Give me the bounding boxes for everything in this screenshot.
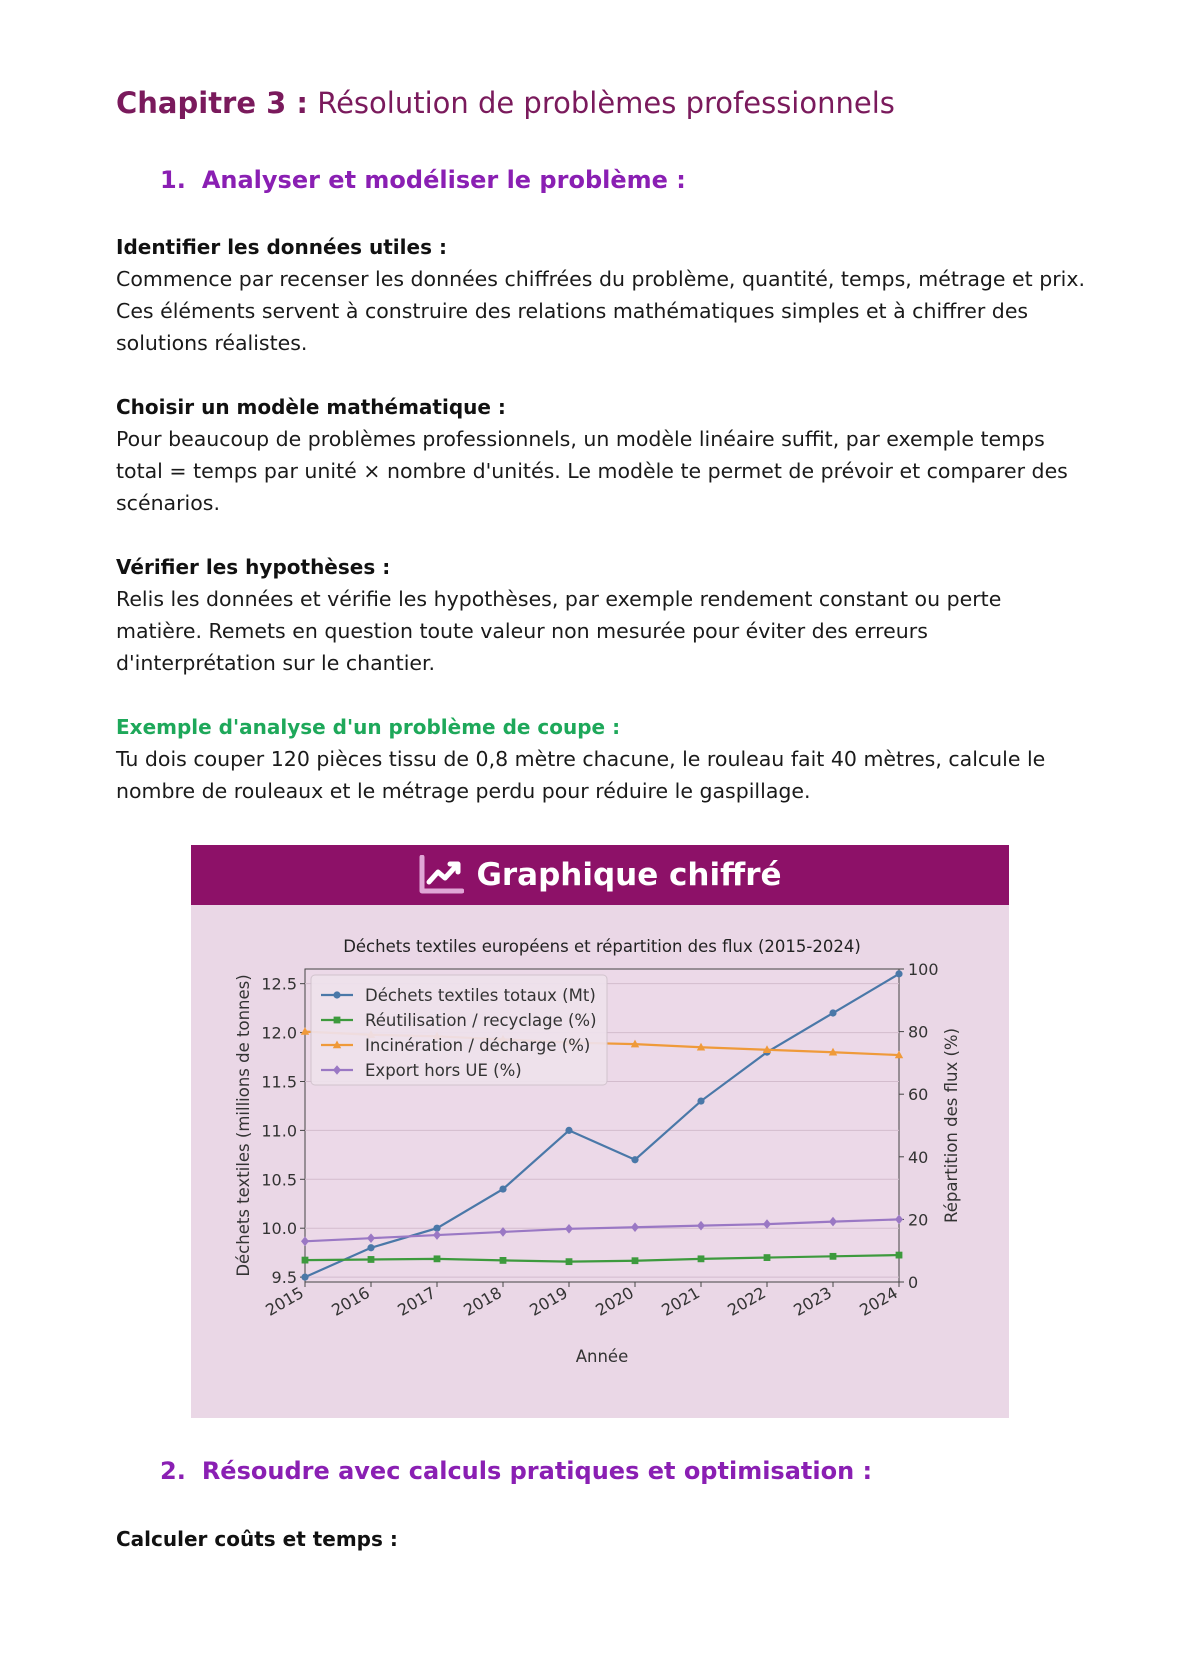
y2-tick-label: 40 bbox=[908, 1147, 929, 1167]
data-point bbox=[566, 1258, 573, 1265]
data-point bbox=[830, 1253, 837, 1260]
chart-figure bbox=[191, 845, 1009, 1418]
data-point bbox=[302, 1257, 309, 1264]
figure-banner bbox=[191, 845, 1009, 905]
data-point bbox=[499, 1185, 506, 1192]
y-tick-label: 11.0 bbox=[261, 1121, 297, 1141]
legend-label: Déchets textiles totaux (Mt) bbox=[365, 986, 596, 1005]
y-axis-label: Déchets textiles (millions de tonnes) bbox=[234, 974, 253, 1277]
data-point bbox=[631, 1156, 638, 1163]
block-text: Pour beaucoup de problèmes professionnels, un modèle linéaire suffit, par exemple temps total = temps par unité × nombre d'unités. Le modèle te permet de prévoir et comparer des scénarios. bbox=[116, 427, 1068, 515]
block-heading: Choisir un modèle mathématique : bbox=[116, 395, 506, 419]
data-point bbox=[434, 1255, 441, 1262]
data-point bbox=[698, 1255, 705, 1262]
data-point bbox=[896, 1252, 903, 1259]
x-tick-label: 2020 bbox=[592, 1283, 637, 1320]
block-heading: Vérifier les hypothèses : bbox=[116, 555, 391, 579]
legend-label: Export hors UE (%) bbox=[365, 1061, 522, 1080]
data-point bbox=[829, 1009, 836, 1016]
line-chart bbox=[191, 905, 1009, 1418]
legend-label: Incinération / décharge (%) bbox=[365, 1036, 591, 1055]
x-tick-label: 2018 bbox=[460, 1283, 505, 1320]
y-tick-label: 10.5 bbox=[261, 1170, 297, 1190]
block-modele-mathematique bbox=[116, 395, 1091, 519]
chart-title: Déchets textiles européens et répartition des flux (2015-2024) bbox=[343, 937, 861, 956]
chapter-name: Résolution de problèmes professionnels bbox=[317, 86, 895, 120]
section-1-title bbox=[160, 166, 686, 194]
y2-tick-label: 20 bbox=[908, 1210, 929, 1230]
y2-axis-label: Répartition des flux (%) bbox=[942, 1027, 961, 1224]
chapter-label: Chapitre 3 : bbox=[116, 86, 308, 120]
data-point bbox=[764, 1254, 771, 1261]
x-tick-label: 2019 bbox=[526, 1283, 571, 1320]
y-tick-label: 11.5 bbox=[261, 1072, 297, 1092]
data-point bbox=[367, 1244, 374, 1251]
y-tick-label: 9.5 bbox=[271, 1268, 297, 1288]
block-heading: Identifier les données utiles : bbox=[116, 235, 447, 259]
legend-marker bbox=[333, 991, 340, 998]
x-tick-label: 2017 bbox=[394, 1283, 439, 1320]
y2-tick-label: 100 bbox=[908, 960, 939, 979]
x-tick-label: 2022 bbox=[724, 1283, 769, 1320]
x-tick-label: 2023 bbox=[790, 1283, 835, 1320]
block-text: Commence par recenser les données chiffrées du problème, quantité, temps, métrage et prix. Ces éléments servent à construire des relations mathématiques simples et à chiffrer des solutions réalistes. bbox=[116, 267, 1085, 355]
block-exemple-coupe bbox=[116, 715, 1091, 807]
legend-label: Réutilisation / recyclage (%) bbox=[365, 1011, 597, 1030]
chapter-title bbox=[116, 86, 895, 120]
section-1-text: Analyser et modéliser le problème : bbox=[201, 166, 686, 194]
x-axis-label: Année bbox=[575, 1347, 629, 1366]
y-tick-label: 12.5 bbox=[261, 974, 297, 994]
y-tick-label: 10.0 bbox=[261, 1219, 297, 1239]
example-text: Tu dois couper 120 pièces tissu de 0,8 mètre chacune, le rouleau fait 40 mètres, calcule le nombre de rouleaux et le métrage perdu pour réduire le gaspillage. bbox=[116, 747, 1046, 803]
block-verifier-hypotheses bbox=[116, 555, 1091, 679]
block-couts-temps bbox=[116, 1527, 1091, 1555]
data-point bbox=[632, 1257, 639, 1264]
section-1-number: 1. bbox=[160, 166, 186, 194]
example-heading: Exemple d'analyse d'un problème de coupe : bbox=[116, 715, 621, 739]
data-point bbox=[500, 1257, 507, 1264]
data-point bbox=[368, 1256, 375, 1263]
section-2-text: Résoudre avec calculs pratiques et optimisation : bbox=[201, 1457, 873, 1485]
block-text: Relis les données et vérifie les hypothèses, par exemple rendement constant ou perte matière. Remets en question toute valeur non mesurée pour éviter des erreurs d'interprétation sur le chantier. bbox=[116, 587, 1002, 675]
data-point bbox=[565, 1127, 572, 1134]
y2-tick-label: 60 bbox=[908, 1085, 929, 1105]
figure-banner-title: Graphique chiffré bbox=[476, 857, 782, 893]
data-point bbox=[895, 970, 902, 977]
x-tick-label: 2016 bbox=[328, 1283, 373, 1320]
block-donnees-utiles bbox=[116, 235, 1091, 359]
block-heading: Calculer coûts et temps : bbox=[116, 1527, 398, 1551]
section-2-number: 2. bbox=[160, 1457, 186, 1485]
x-tick-label: 2024 bbox=[856, 1283, 901, 1320]
y2-tick-label: 0 bbox=[908, 1273, 919, 1292]
data-point bbox=[301, 1274, 308, 1281]
y2-tick-label: 80 bbox=[908, 1022, 929, 1042]
chart-line-icon bbox=[418, 855, 464, 895]
section-2-title bbox=[160, 1457, 872, 1485]
data-point bbox=[697, 1097, 704, 1104]
x-tick-label: 2021 bbox=[658, 1283, 703, 1320]
x-tick-label: 2015 bbox=[262, 1283, 307, 1320]
y-tick-label: 12.0 bbox=[261, 1023, 297, 1043]
legend-marker bbox=[334, 1017, 341, 1024]
